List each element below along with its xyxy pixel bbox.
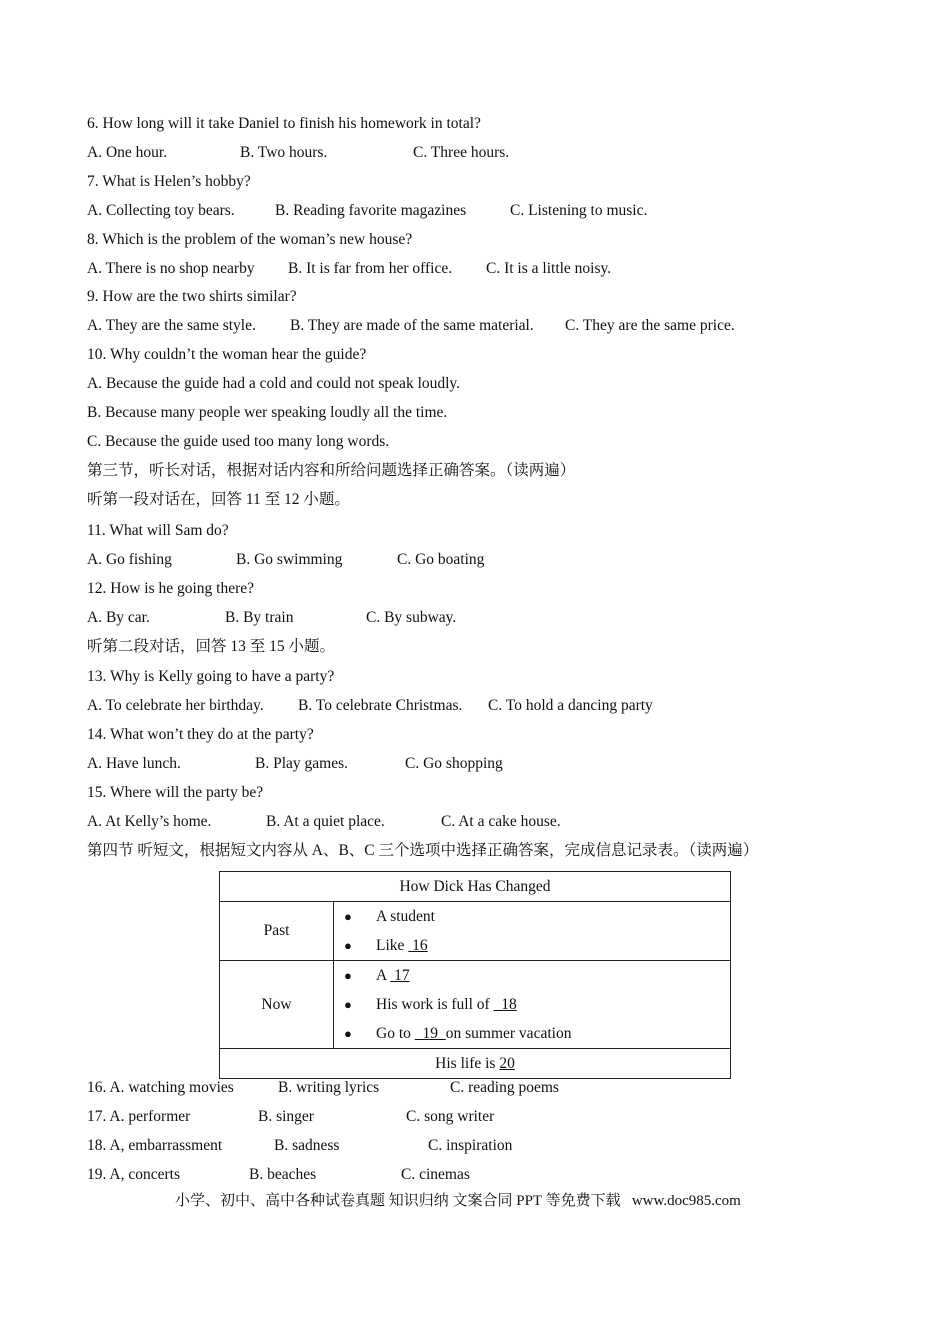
choice-16b: B. writing lyrics <box>278 1079 380 1096</box>
past-items <box>334 902 731 961</box>
choice-16c: C. reading poems <box>450 1079 559 1096</box>
past-item-text: Like <box>376 937 409 954</box>
option-10a: A. Because the guide had a cold and could not speak loudly. <box>87 375 461 392</box>
option-15c: C. At a cake house. <box>441 813 561 830</box>
blank-17: 17 <box>390 967 410 984</box>
past-label: Past <box>220 902 334 961</box>
blank-20: 20 <box>499 1054 515 1072</box>
past-item <box>334 931 730 960</box>
choice-17b: B. singer <box>258 1108 314 1125</box>
section-3-title: 第三节，听长对话，根据对话内容和所给问题选择正确答案。（读两遍） <box>87 462 576 479</box>
section-4-title: 第四节 听短文，根据短文内容从 A、B、C 三个选项中选择正确答案，完成信息记录表。（读两遍） <box>87 842 759 859</box>
option-14a: A. Have lunch. <box>87 755 181 772</box>
option-12b: B. By train <box>225 609 294 626</box>
blank-19: 19 <box>414 1025 446 1042</box>
option-10b: B. Because many people wer speaking loudly all the time. <box>87 404 448 421</box>
blank-18: 18 <box>493 996 517 1013</box>
question-7: 7. What is Helen’s hobby? <box>87 173 251 190</box>
option-15b: B. At a quiet place. <box>266 813 385 830</box>
now-item <box>334 990 730 1019</box>
option-11a: A. Go fishing <box>87 551 172 568</box>
page-footer: 小学、初中、高中各种试卷真题 知识归纳 文案合同 PPT 等免费下载 www.doc985.com <box>175 1193 741 1209</box>
question-11: 11. What will Sam do? <box>87 522 229 539</box>
past-item <box>334 902 730 931</box>
choice-17c: C. song writer <box>406 1108 495 1125</box>
choice-19c: C. cinemas <box>401 1166 470 1183</box>
option-7c: C. Listening to music. <box>510 202 648 219</box>
option-7a: A. Collecting toy bears. <box>87 202 235 219</box>
option-10c: C. Because the guide used too many long words. <box>87 433 390 450</box>
choice-19a: 19. A, concerts <box>87 1166 180 1183</box>
question-9: 9. How are the two shirts similar? <box>87 288 297 305</box>
option-9b: B. They are made of the same material. <box>290 317 534 334</box>
option-7b: B. Reading favorite magazines <box>275 202 467 219</box>
choice-18b: B. sadness <box>274 1137 340 1154</box>
section-3-dialog-2: 听第二段对话，回答 13 至 15 小题。 <box>87 638 336 655</box>
option-14c: C. Go shopping <box>405 755 503 772</box>
choice-18c: C. inspiration <box>428 1137 513 1154</box>
option-8b: B. It is far from her office. <box>288 260 453 277</box>
option-13b: B. To celebrate Christmas. <box>298 697 463 714</box>
question-12: 12. How is he going there? <box>87 580 255 597</box>
bullet-icon: ● <box>344 997 352 1012</box>
option-8c: C. It is a little noisy. <box>486 260 612 277</box>
question-6: 6. How long will it take Daniel to finish his homework in total? <box>87 115 481 132</box>
option-11b: B. Go swimming <box>236 551 343 568</box>
question-15: 15. Where will the party be? <box>87 784 264 801</box>
option-8a: A. There is no shop nearby <box>87 260 255 277</box>
table-heading: How Dick Has Changed <box>220 872 731 902</box>
option-11c: C. Go boating <box>397 551 485 568</box>
now-item-text: A <box>376 967 391 984</box>
choice-18a: 18. A, embarrassment <box>87 1137 223 1154</box>
option-6a: A. One hour. <box>87 144 168 161</box>
option-6b: B. Two hours. <box>240 144 328 161</box>
now-items <box>334 961 731 1049</box>
bullet-icon: ● <box>344 1026 352 1041</box>
option-15a: A. At Kelly’s home. <box>87 813 212 830</box>
choice-17a: 17. A. performer <box>87 1108 191 1125</box>
question-13: 13. Why is Kelly going to have a party? <box>87 668 335 685</box>
question-8: 8. Which is the problem of the woman’s new house? <box>87 231 413 248</box>
option-14b: B. Play games. <box>255 755 348 772</box>
question-14: 14. What won’t they do at the party? <box>87 726 314 743</box>
now-item <box>334 1019 730 1048</box>
option-12a: A. By car. <box>87 609 150 626</box>
now-item-suffix: on summer vacation <box>445 1025 572 1042</box>
option-12c: C. By subway. <box>366 609 457 626</box>
now-item-text: His work is full of <box>376 996 494 1013</box>
option-13a: A. To celebrate her birthday. <box>87 697 264 714</box>
option-6c: C. Three hours. <box>413 144 510 161</box>
now-item <box>334 961 730 990</box>
blank-16: 16 <box>408 937 428 954</box>
now-item-text: Go to <box>376 1025 415 1042</box>
choice-19b: B. beaches <box>249 1166 317 1183</box>
now-label: Now <box>220 961 334 1049</box>
question-10: 10. Why couldn’t the woman hear the guide? <box>87 346 367 363</box>
choice-16a: 16. A. watching movies <box>87 1079 234 1096</box>
bullet-icon: ● <box>344 909 352 924</box>
life-label: His life is <box>435 1054 500 1072</box>
option-13c: C. To hold a dancing party <box>488 697 653 714</box>
bullet-icon: ● <box>344 938 352 953</box>
past-item-text: A student <box>376 908 435 925</box>
info-record-table <box>219 871 731 1079</box>
option-9c: C. They are the same price. <box>565 317 735 334</box>
option-9a: A. They are the same style. <box>87 317 256 334</box>
section-3-dialog-1: 听第一段对话在，回答 11 至 12 小题。 <box>87 491 350 508</box>
bullet-icon: ● <box>344 968 352 983</box>
table-footer-row <box>220 1049 731 1079</box>
